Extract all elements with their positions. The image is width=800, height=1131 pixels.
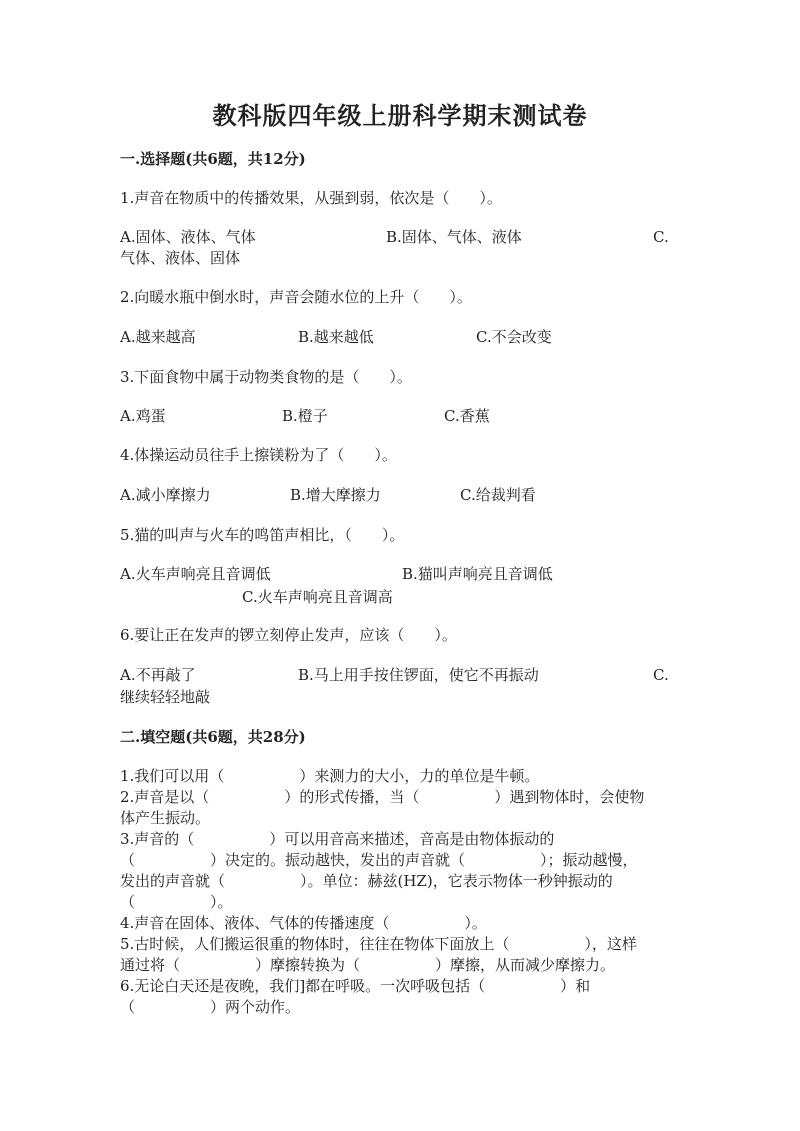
option-c: C.给裁判看 <box>460 486 536 504</box>
fill-line: 4.声音在固体、液体、气体的传播速度（ ）。 <box>120 914 487 932</box>
option-c-text: 继续轻轻地敲 <box>120 688 211 706</box>
fill-line: 5.古时候，人们搬运很重的物体时，往往在物体下面放上（ ），这样 <box>120 935 637 953</box>
option-a: A.越来越高 <box>120 328 196 346</box>
question-stem: 5.猫的叫声与火车的鸣笛声相比，（ ）。 <box>120 526 405 544</box>
option-b: B.橙子 <box>282 407 328 425</box>
option-a: A.鸡蛋 <box>120 407 166 425</box>
fill-line: 3.声音的（ ）可以用音高来描述，音高是由物体振动的 <box>120 830 555 848</box>
option-c: C.香蕉 <box>444 407 490 425</box>
question-stem: 3.下面食物中属于动物类食物的是（ ）。 <box>120 368 412 386</box>
option-a: A.火车声响亮且音调低 <box>120 565 271 583</box>
option-c: C.不会改变 <box>476 328 552 346</box>
option-a: A.减小摩擦力 <box>120 486 211 504</box>
option-b: B.马上用手按住锣面，使它不再振动 <box>298 666 539 684</box>
fill-line: 6.无论白天还是夜晚，我们]都在呼吸。一次呼吸包括（ ）和 <box>120 977 591 995</box>
question-stem: 4.体操运动员往手上擦镁粉为了（ ）。 <box>120 446 397 464</box>
option-b: B.增大摩擦力 <box>290 486 381 504</box>
section-heading-choice: 一.选择题(共6题，共12分) <box>120 150 306 168</box>
option-a: A.固体、液体、气体 <box>120 228 256 246</box>
question-stem: 2.向暖水瓶中倒水时，声音会随水位的上升（ ）。 <box>120 288 472 306</box>
option-c: C. <box>653 666 669 684</box>
option-c: C. <box>653 228 669 246</box>
option-b: B.越来越低 <box>298 328 374 346</box>
option-a: A.不再敲了 <box>120 666 196 684</box>
page-title: 教科版四年级上册科学期末测试卷 <box>212 101 588 130</box>
option-b: B.猫叫声响亮且音调低 <box>402 565 553 583</box>
section-heading-fill: 二.填空题(共6题，共28分) <box>120 728 306 746</box>
fill-line: 体产生振动。 <box>120 809 211 827</box>
option-c-text: 气体、液体、固体 <box>120 249 241 267</box>
fill-line: 2.声音是以（ ）的形式传播，当（ ）遇到物体时，会使物 <box>120 788 645 806</box>
fill-line: （ ）决定的。振动越快，发出的声音就（ ）；振动越慢， <box>120 851 638 869</box>
option-c: C.火车声响亮且音调高 <box>242 588 393 606</box>
question-stem: 1.声音在物质中的传播效果，从强到弱，依次是（ ）。 <box>120 189 502 207</box>
fill-line: 发出的声音就（ ）。单位：赫兹(HZ)，它表示物体一秒钟振动的 <box>120 872 613 890</box>
option-b: B.固体、气体、液体 <box>386 228 522 246</box>
question-stem: 6.要让正在发声的锣立刻停止发声，应该（ ）。 <box>120 626 457 644</box>
fill-line: 1.我们可以用（ ）来测力的大小，力的单位是牛顿。 <box>120 767 540 785</box>
fill-line: 通过将（ ）摩擦转换为（ ）摩擦，从而减少摩擦力。 <box>120 956 616 974</box>
fill-line: （ ）。 <box>120 893 233 911</box>
fill-line: （ ）两个动作。 <box>120 998 301 1016</box>
